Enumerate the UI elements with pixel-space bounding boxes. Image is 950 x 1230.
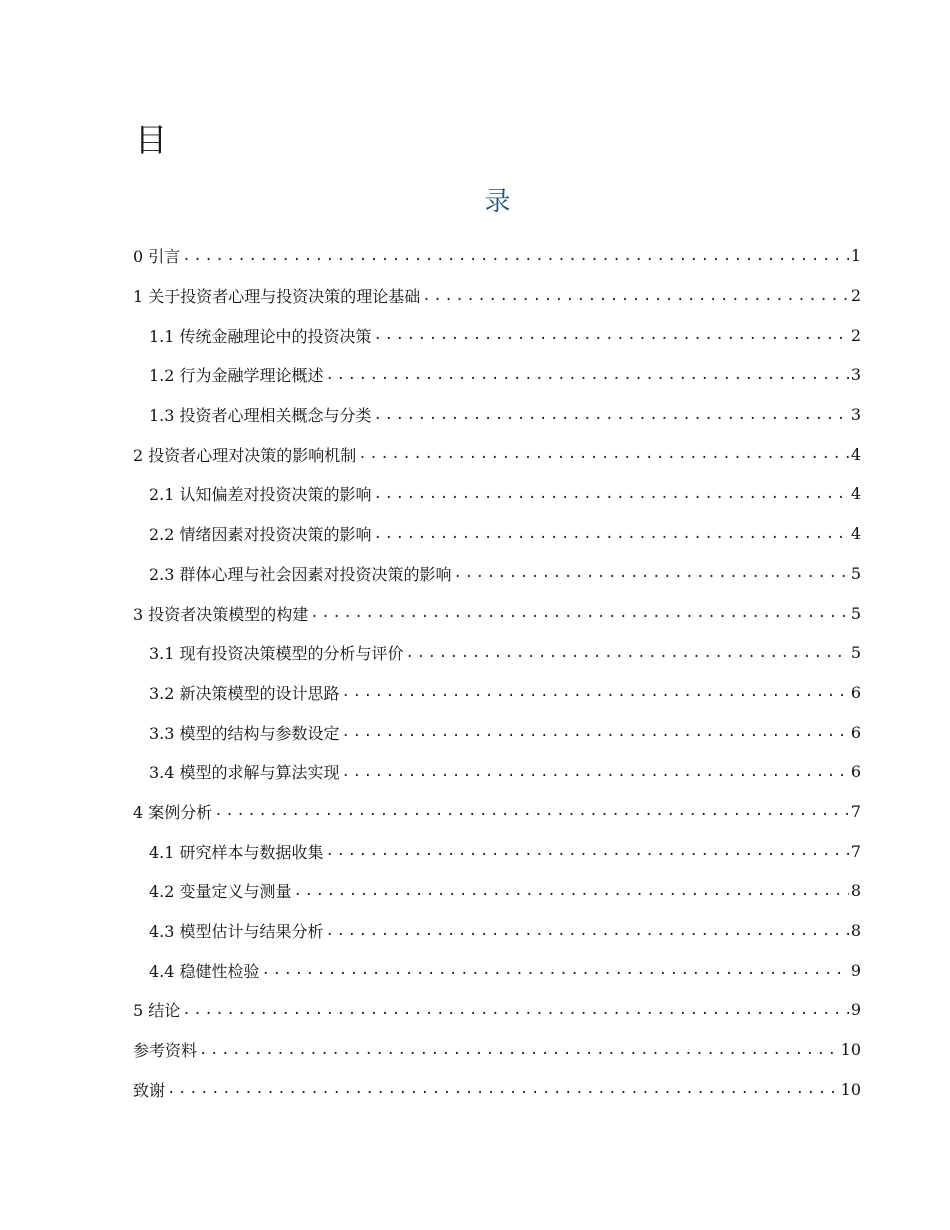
- toc-entry[interactable]: [133, 1030, 861, 1070]
- toc-entry-page-number: 10: [840, 1079, 861, 1099]
- toc-entry[interactable]: [133, 276, 861, 316]
- toc-dot-leader: [326, 367, 849, 383]
- toc-entry-label: 3.3 模型的结构与参数设定: [149, 723, 340, 743]
- toc-dot-leader: [374, 327, 849, 343]
- toc-dot-leader: [326, 843, 849, 859]
- toc-entry-label: 4.1 研究样本与数据收集: [149, 842, 324, 862]
- toc-dot-leader: [182, 248, 849, 264]
- toc-entry-label: 3 投资者决策模型的构建: [133, 604, 309, 624]
- toc-entry-label: 2.3 群体心理与社会因素对投资决策的影响: [149, 564, 452, 584]
- toc-entry-page-number: 5: [850, 643, 861, 663]
- toc-title-first-char: 目: [135, 121, 168, 159]
- toc-entry[interactable]: [133, 355, 861, 395]
- toc-dot-leader: [199, 1042, 839, 1058]
- toc-entry[interactable]: [133, 911, 861, 951]
- toc-entry-label: 5 结论: [133, 1001, 181, 1021]
- toc-entry[interactable]: [133, 673, 861, 713]
- toc-entry-label: 3.4 模型的求解与算法实现: [149, 763, 340, 783]
- toc-entry[interactable]: [133, 712, 861, 752]
- toc-dot-leader: [310, 605, 849, 621]
- toc-entry[interactable]: [133, 434, 861, 474]
- toc-entry-page-number: 7: [850, 841, 861, 861]
- toc-entry[interactable]: [133, 395, 861, 435]
- toc-entry-page-number: 1: [850, 246, 861, 266]
- toc-entry-page-number: 2: [850, 286, 861, 306]
- toc-entry-page-number: 6: [850, 762, 861, 782]
- toc-entry[interactable]: [133, 990, 861, 1030]
- toc-entry[interactable]: [133, 474, 861, 514]
- toc-entry-label: 1.1 传统金融理论中的投资决策: [149, 326, 372, 346]
- toc-entry-label: 1.2 行为金融学理论概述: [149, 366, 324, 386]
- toc-entry-label: 1.3 投资者心理相关概念与分类: [149, 406, 372, 426]
- toc-entry-label: 2.2 情绪因素对投资决策的影响: [149, 525, 372, 545]
- toc-entry[interactable]: [133, 792, 861, 832]
- toc-entry[interactable]: [133, 593, 861, 633]
- toc-entry-page-number: 7: [850, 801, 861, 821]
- toc-dot-leader: [422, 288, 849, 304]
- toc-dot-leader: [182, 1002, 849, 1018]
- toc-entry-label: 致谢: [133, 1080, 166, 1100]
- toc-entry-page-number: 2: [850, 325, 861, 345]
- toc-entry-page-number: 5: [850, 563, 861, 583]
- toc-entry-label: 2 投资者心理对决策的影响机制: [133, 445, 357, 465]
- toc-dot-leader: [374, 486, 849, 502]
- toc-entry[interactable]: [133, 554, 861, 594]
- toc-dot-leader: [374, 526, 849, 542]
- toc-entry-label: 2.1 认知偏差对投资决策的影响: [149, 485, 372, 505]
- toc-entry[interactable]: [133, 1069, 861, 1109]
- toc-dot-leader: [342, 764, 849, 780]
- toc-entry-page-number: 10: [840, 1040, 861, 1060]
- toc-dot-leader: [167, 1081, 839, 1097]
- toc-entry[interactable]: [133, 871, 861, 911]
- toc-entry-label: 1 关于投资者心理与投资决策的理论基础: [133, 287, 421, 307]
- toc-dot-leader: [406, 645, 849, 661]
- toc-entry-page-number: 9: [850, 960, 861, 980]
- toc-dot-leader: [342, 684, 849, 700]
- toc-entry-page-number: 4: [850, 524, 861, 544]
- toc-dot-leader: [262, 962, 849, 978]
- toc-entry-label: 0 引言: [133, 247, 181, 267]
- toc-dot-leader: [214, 803, 849, 819]
- toc-entry[interactable]: [133, 236, 861, 276]
- toc-dot-leader: [342, 724, 849, 740]
- toc-entry[interactable]: [133, 752, 861, 792]
- toc-entry-label: 4.2 变量定义与测量: [149, 882, 292, 902]
- toc-entry-label: 3.2 新决策模型的设计思路: [149, 683, 340, 703]
- toc-entry-label: 参考资料: [133, 1041, 198, 1061]
- toc-entry-page-number: 6: [850, 722, 861, 742]
- toc-entry-page-number: 4: [850, 444, 861, 464]
- toc-entry-page-number: 8: [850, 921, 861, 941]
- toc-dot-leader: [294, 883, 849, 899]
- table-of-contents: [133, 236, 861, 1109]
- toc-entry[interactable]: [133, 950, 861, 990]
- toc-entry-page-number: 4: [850, 484, 861, 504]
- toc-entry[interactable]: [133, 633, 861, 673]
- toc-dot-leader: [358, 446, 849, 462]
- toc-entry-page-number: 8: [850, 881, 861, 901]
- toc-entry-page-number: 5: [850, 603, 861, 623]
- toc-dot-leader: [374, 407, 849, 423]
- toc-entry-label: 3.1 现有投资决策模型的分析与评价: [149, 644, 404, 664]
- toc-entry-page-number: 9: [850, 1000, 861, 1020]
- toc-entry-page-number: 6: [850, 682, 861, 702]
- toc-entry-label: 4.4 稳健性检验: [149, 961, 260, 981]
- toc-entry[interactable]: [133, 831, 861, 871]
- toc-entry-page-number: 3: [850, 405, 861, 425]
- toc-entry-page-number: 3: [850, 365, 861, 385]
- toc-entry[interactable]: [133, 514, 861, 554]
- toc-entry-label: 4.3 模型估计与结果分析: [149, 922, 324, 942]
- toc-dot-leader: [454, 565, 849, 581]
- toc-title-second-char: 录: [484, 187, 511, 217]
- toc-entry[interactable]: [133, 315, 861, 355]
- toc-entry-label: 4 案例分析: [133, 802, 213, 822]
- toc-dot-leader: [326, 923, 849, 939]
